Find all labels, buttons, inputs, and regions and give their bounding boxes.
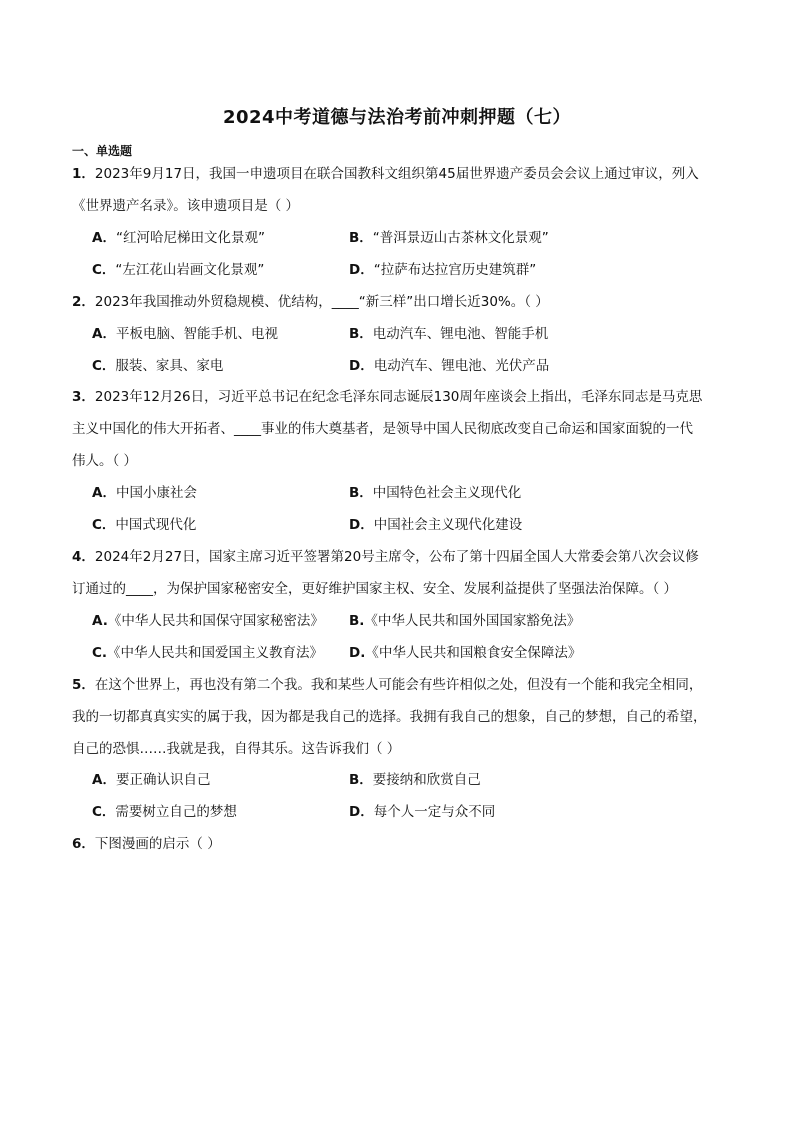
question-4-option-c[interactable]	[92, 643, 323, 663]
option-letter: B．	[349, 772, 373, 788]
question-2-option-b[interactable]	[349, 324, 548, 344]
question-number: 4．	[72, 549, 95, 565]
option-text: 《中华人民共和国粮食安全保障法》	[365, 645, 582, 661]
question-4-option-d[interactable]	[349, 643, 581, 663]
question-1-option-a[interactable]	[92, 228, 265, 248]
question-number: 2．	[72, 294, 95, 310]
question-2-option-a[interactable]	[92, 324, 278, 344]
option-letter: D.	[349, 645, 366, 661]
option-text: 中国式现代化	[115, 517, 197, 533]
option-text: 中国社会主义现代化建设	[373, 517, 523, 533]
question-1-option-b[interactable]	[349, 228, 549, 248]
page-title: 2024中考道德与法治考前冲刺押题（七）	[222, 107, 572, 128]
option-letter: D．	[349, 262, 374, 278]
question-number: 6．	[72, 836, 95, 852]
question-3-option-a[interactable]	[92, 483, 197, 503]
question-3-line-3: 伟人。（ ）	[72, 453, 138, 469]
question-5-line-2: 我的一切都真真实实的属于我，因为都是我自己的选择。我拥有我自己的想象，自己的梦想，自己的希望，	[72, 709, 707, 725]
question-5-line-3: 自己的恐惧……我就是我，自得其乐。这告诉我们（ ）	[72, 741, 401, 757]
option-letter: A．	[92, 230, 116, 246]
option-letter: A．	[92, 485, 116, 501]
question-5-option-c[interactable]	[92, 802, 237, 822]
question-4-line-2: 订通过的____，为保护国家秘密安全，更好维护国家主权、安全、发展利益提供了坚强法治保障。（ ）	[72, 581, 678, 597]
option-letter: D．	[349, 804, 374, 820]
option-text: “普洱景迈山古茶林文化景观”	[372, 230, 549, 246]
option-text: 电动汽车、锂电池、智能手机	[372, 326, 549, 342]
question-3-line-2: 主义中国化的伟大开拓者、____事业的伟大奠基者，是领导中国人民彻底改变自己命运和国家面貌的一代	[72, 421, 693, 437]
option-text: 《中华人民共和国外国国家豁免法》	[364, 613, 581, 629]
question-text: 下图漫画的启示（ ）	[94, 836, 221, 852]
option-text: 电动汽车、锂电池、光伏产品	[373, 358, 550, 374]
option-text: 需要树立自己的梦想	[115, 804, 237, 820]
option-text: 要接纳和欣赏自己	[372, 772, 481, 788]
question-3-option-d[interactable]	[349, 515, 522, 535]
option-text: 《中华人民共和国保守国家秘密法》	[107, 613, 324, 629]
question-number: 1．	[72, 166, 95, 182]
question-1-line-2: 《世界遗产名录》。该申遗项目是（ ）	[72, 198, 300, 214]
option-letter: B．	[349, 485, 373, 501]
option-letter: B．	[349, 230, 373, 246]
option-letter: C．	[92, 358, 116, 374]
option-text: “红河哈尼梯田文化景观”	[115, 230, 265, 246]
section-heading: 一、单选题	[72, 144, 133, 158]
question-5-option-b[interactable]	[349, 770, 481, 790]
option-letter: A.	[92, 613, 108, 629]
option-text: 服装、家具、家电	[115, 358, 224, 374]
question-2-line-1	[72, 292, 732, 312]
question-number: 5．	[72, 677, 95, 693]
question-text: 2024年2月27日，国家主席习近平签署第20号主席令，公布了第十四届全国人大常委会第八次会议修	[94, 549, 699, 565]
option-letter: D．	[349, 517, 374, 533]
question-5-option-a[interactable]	[92, 770, 210, 790]
option-letter: C.	[92, 645, 108, 661]
option-text: 每个人一定与众不同	[373, 804, 496, 820]
question-4-option-b[interactable]	[349, 611, 580, 631]
question-text: 在这个世界上，再也没有第二个我。我和某些人可能会有些许相似之处，但没有一个能和我完全相同，	[94, 677, 703, 693]
question-text: 2023年9月17日，我国一申遗项目在联合国教科文组织第45届世界遗产委员会会议上通过审议，列入	[94, 166, 699, 182]
option-text: 中国特色社会主义现代化	[372, 485, 522, 501]
option-text: 要正确认识自己	[115, 772, 211, 788]
option-letter: A．	[92, 772, 116, 788]
option-text: “拉萨布达拉宫历史建筑群”	[373, 262, 537, 278]
question-1-option-d[interactable]	[349, 260, 536, 280]
option-letter: D．	[349, 358, 374, 374]
option-letter: A．	[92, 326, 116, 342]
option-text: 《中华人民共和国爱国主义教育法》	[107, 645, 324, 661]
option-letter: C．	[92, 517, 116, 533]
option-letter: B．	[349, 326, 373, 342]
question-4-line-1	[72, 547, 732, 567]
question-1-option-c[interactable]	[92, 260, 264, 280]
question-2-option-d[interactable]	[349, 356, 549, 376]
option-letter: C．	[92, 804, 116, 820]
question-2-option-c[interactable]	[92, 356, 223, 376]
question-3-line-1	[72, 387, 732, 407]
question-5-line-1	[72, 675, 732, 695]
option-letter: B.	[349, 613, 365, 629]
question-6-line-1	[72, 834, 732, 854]
question-text: 2023年我国推动外贸稳规模、优结构，____“新三样”出口增长近30%。（ ）	[94, 294, 549, 310]
option-text: “左江花山岩画文化景观”	[115, 262, 265, 278]
question-5-option-d[interactable]	[349, 802, 495, 822]
question-text: 2023年12月26日，习近平总书记在纪念毛泽东同志诞辰130周年座谈会上指出，毛泽东同志是马克思	[94, 389, 703, 405]
question-number: 3．	[72, 389, 95, 405]
question-3-option-b[interactable]	[349, 483, 521, 503]
option-letter: C．	[92, 262, 116, 278]
option-text: 平板电脑、智能手机、电视	[115, 326, 278, 342]
option-text: 中国小康社会	[115, 485, 197, 501]
question-4-option-a[interactable]	[92, 611, 324, 631]
question-3-option-c[interactable]	[92, 515, 196, 535]
question-1-line-1	[72, 164, 732, 184]
